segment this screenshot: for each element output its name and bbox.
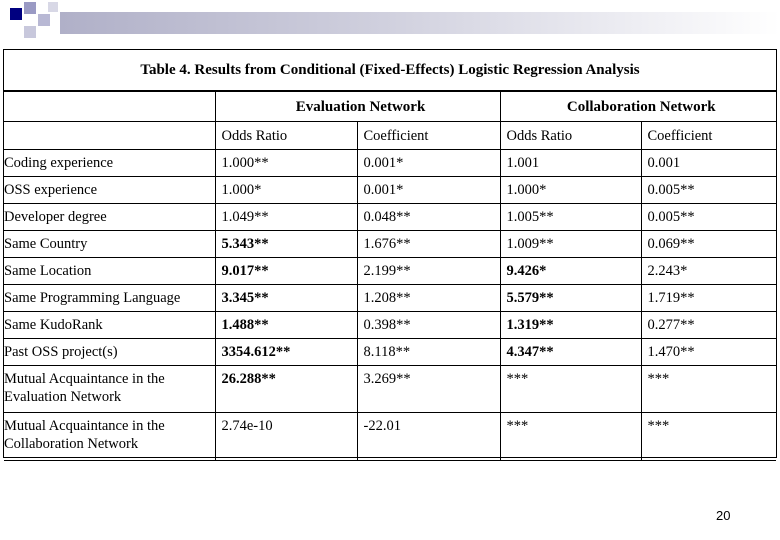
row-label-line: Collaboration Network [4, 436, 139, 452]
header-square-icon [10, 8, 22, 20]
subheader-coefficient: Coefficient [357, 122, 500, 150]
table-cell: 1.000* [500, 177, 641, 204]
table-cell: 1.470** [641, 339, 776, 366]
row-label-line: Evaluation Network [4, 389, 122, 405]
table-cell: -22.01 [357, 413, 500, 461]
header-gradient-bar [60, 12, 780, 34]
table-cell: 0.001* [357, 177, 500, 204]
table-row [4, 339, 776, 366]
row-label [4, 413, 215, 461]
table-cell: 0.001 [641, 150, 776, 177]
header-square-icon [48, 2, 58, 12]
table-cell: *** [500, 413, 641, 461]
slide-header-decoration [0, 0, 780, 48]
table-cell: 2.74e-10 [215, 413, 357, 461]
table-cell: 1.000* [215, 177, 357, 204]
row-label: Same Programming Language [4, 285, 215, 312]
table-cell: 1.049** [215, 204, 357, 231]
table-cell: 0.069** [641, 231, 776, 258]
table-cell: 5.343** [215, 231, 357, 258]
table-cell: 9.426* [500, 258, 641, 285]
table-cell: 3.269** [357, 366, 500, 413]
table-cell: 4.347** [500, 339, 641, 366]
page-number: 20 [716, 508, 731, 523]
table-cell: 1.001 [500, 150, 641, 177]
subheader-coefficient: Coefficient [641, 122, 776, 150]
table-cell: 0.005** [641, 177, 776, 204]
subheader-row [4, 122, 776, 150]
table-cell: 9.017** [215, 258, 357, 285]
empty-header-cell [4, 122, 215, 150]
subheader-odds-ratio: Odds Ratio [215, 122, 357, 150]
table-cell: 3354.612** [215, 339, 357, 366]
table-cell: 0.005** [641, 204, 776, 231]
table-title: Table 4. Results from Conditional (Fixed-Effects) Logistic Regression Analysis [4, 50, 776, 91]
table-cell: 2.199** [357, 258, 500, 285]
table-cell: 0.048** [357, 204, 500, 231]
group-header-row [4, 92, 776, 122]
row-label [4, 366, 215, 413]
table-row [4, 285, 776, 312]
table-cell: 26.288** [215, 366, 357, 413]
row-label: Same Location [4, 258, 215, 285]
header-square-icon [24, 2, 36, 14]
table-cell: 1.676** [357, 231, 500, 258]
row-label: Past OSS project(s) [4, 339, 215, 366]
table-row [4, 177, 776, 204]
table-cell: 1.009** [500, 231, 641, 258]
header-square-icon [24, 26, 36, 38]
table-cell: 3.345** [215, 285, 357, 312]
table-cell: *** [500, 366, 641, 413]
table-cell: 1.000** [215, 150, 357, 177]
table-cell: 5.579** [500, 285, 641, 312]
table-cell: 1.719** [641, 285, 776, 312]
table-row [4, 204, 776, 231]
table-row [4, 366, 776, 413]
table-cell: 1.319** [500, 312, 641, 339]
table-cell: 0.001* [357, 150, 500, 177]
table-row [4, 150, 776, 177]
row-label-line: Mutual Acquaintance in the [4, 371, 165, 387]
group-header-collaboration: Collaboration Network [500, 92, 776, 122]
row-label: Coding experience [4, 150, 215, 177]
row-label: Same Country [4, 231, 215, 258]
table-row [4, 258, 776, 285]
table-cell: 1.488** [215, 312, 357, 339]
table-cell: 8.118** [357, 339, 500, 366]
table-cell: *** [641, 366, 776, 413]
table-row [4, 231, 776, 258]
regression-table [4, 91, 776, 461]
table-row [4, 413, 776, 461]
table-cell: 1.208** [357, 285, 500, 312]
table-cell: 1.005** [500, 204, 641, 231]
table-cell: 0.277** [641, 312, 776, 339]
row-label: OSS experience [4, 177, 215, 204]
table-cell: *** [641, 413, 776, 461]
table-cell: 2.243* [641, 258, 776, 285]
row-label: Same KudoRank [4, 312, 215, 339]
results-table [3, 49, 777, 458]
subheader-odds-ratio: Odds Ratio [500, 122, 641, 150]
empty-header-cell [4, 92, 215, 122]
header-square-icon [38, 14, 50, 26]
row-label-line: Mutual Acquaintance in the [4, 418, 165, 434]
table-cell: 0.398** [357, 312, 500, 339]
table-row [4, 312, 776, 339]
group-header-evaluation: Evaluation Network [215, 92, 500, 122]
row-label: Developer degree [4, 204, 215, 231]
